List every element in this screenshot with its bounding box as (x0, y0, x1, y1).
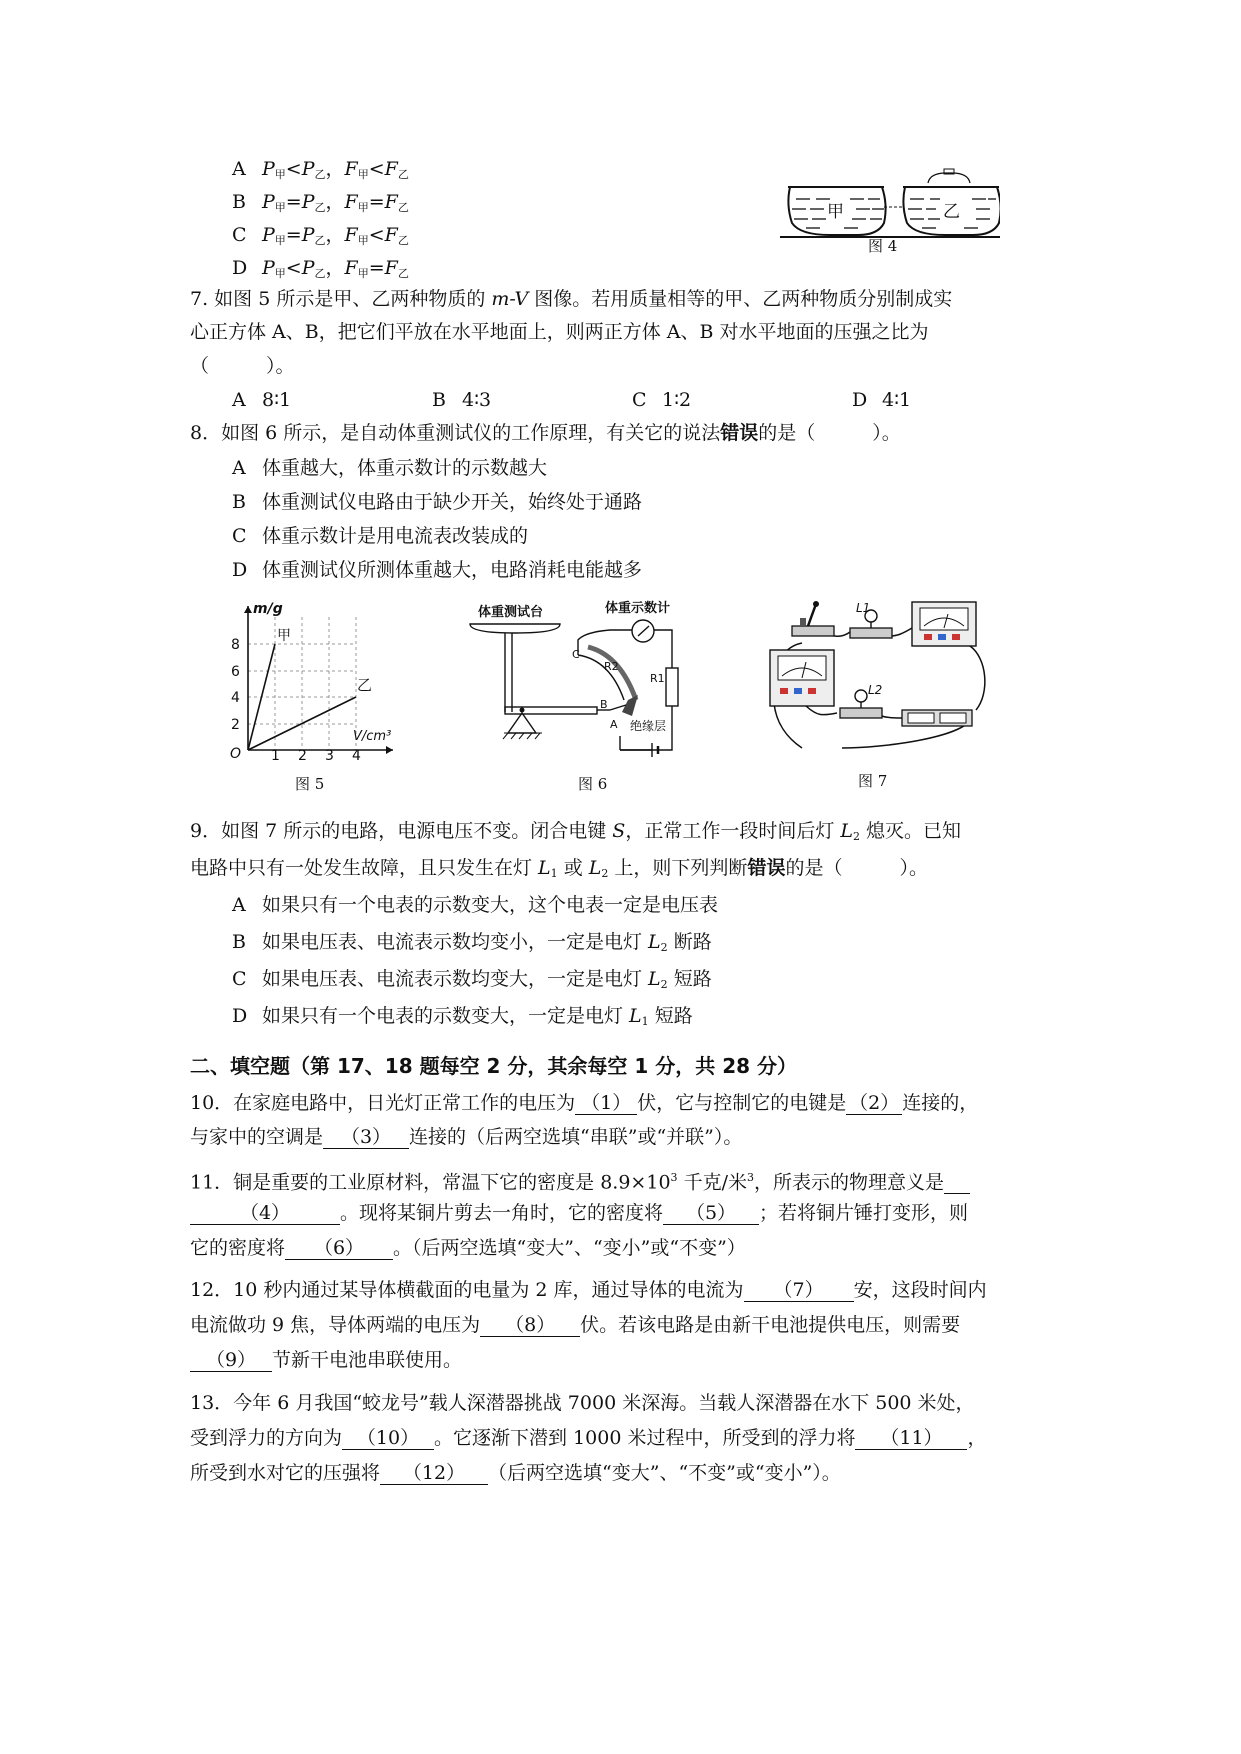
figure-7 (762, 598, 994, 758)
figure-6 (460, 600, 710, 770)
q10-line-1: 10．在家庭电路中，日光灯正常工作的电压为 （1） 伏，它与控制它的电键是 （2） 连接的， (190, 1092, 979, 1114)
q7-option-c: C 1∶2 (632, 389, 692, 411)
blank-6[interactable]: （6） (285, 1237, 393, 1260)
q9-line-1: 9．如图 7 所示的电路，电源电压不变。闭合电键 S，正常工作一段时间后灯 $L_2$ 熄灭。已知 (190, 820, 962, 843)
platform-label: 体重测试台 (478, 605, 544, 620)
y-tick-6: 6 (231, 664, 240, 680)
section-title: 二、填空题（第 17、18 题每空 2 分，其余每空 1 分，共 28 分） (190, 1054, 798, 1078)
blank-7[interactable]: （7） (744, 1279, 854, 1302)
q11-line-2: （4） 。现将某铜片剪去一角时，它的密度将 （5） ；若将铜片锤打变形，则 (190, 1200, 968, 1226)
q12-line-2: 电流做功 9 焦，导体两端的电压为 （8） 伏。若该电路是由新干电池提供电压，则需要 (190, 1314, 961, 1336)
q13-line-3: 所受到水对它的压强将 （12） （后两空选填“变大”、“不变”或“变小”）。 (190, 1462, 841, 1484)
q7-line-3: （ ）。 (190, 355, 295, 377)
q12-line-1: 12．10 秒内通过某导体横截面的电量为 2 库，通过导体的电流为 （7） 安，这段时间内 (190, 1279, 987, 1301)
x-tick-2: 2 (298, 748, 307, 760)
q13-line-2: 受到浮力的方向为 （10） 。它逐渐下潜到 1000 米过程中，所受到的浮力将 （11） ， (190, 1427, 987, 1449)
q7-option-a: A 8∶1 (232, 389, 292, 411)
blank-2[interactable]: （2） (846, 1092, 902, 1115)
meter-voltmeter (912, 602, 976, 646)
r1-label: R1 (650, 672, 665, 685)
y-tick-4: 4 (231, 690, 240, 706)
fig7-caption: 图 7 (858, 772, 888, 790)
blank-8[interactable]: （8） (480, 1314, 580, 1337)
q6-option-b: B $P_甲=P_乙$，$F_甲=F_乙$ (232, 191, 409, 214)
switch (792, 601, 834, 636)
blank-9[interactable]: （9） (190, 1349, 272, 1372)
q6-option-d: D $P_甲<P_乙$，$F_甲=F_乙$ (232, 257, 409, 280)
l2-label: L2 (868, 683, 883, 697)
y-tick-2: 2 (231, 717, 240, 733)
series-jia-label: 甲 (277, 628, 291, 644)
q6-option-c: C $P_甲=P_乙$，$F_甲<F_乙$ (232, 224, 409, 247)
resistor-r1 (666, 668, 678, 706)
fig6-caption: 图 6 (578, 775, 608, 793)
q6-option-a: A $P_甲<P_乙$，$F_甲<F_乙$ (232, 158, 409, 181)
q11-line-1: 11．铜是重要的工业原材料，常温下它的密度是 $8.9\times 10^3$ 千克/米$^3$，所表示的物理意义是 (190, 1165, 970, 1195)
q8-stem: 8．如图 6 所示，是自动体重测试仪的工作原理，有关它的说法错误的是（ ）。 (190, 422, 901, 444)
x-tick-3: 3 (325, 748, 334, 760)
b-label: B (600, 698, 608, 711)
q9-option-c: C 如果电压表、电流表示数均变大，一定是电灯 $L_2$ 短路 (232, 968, 712, 991)
q8-option-b: B 体重测试仪电路由于缺少开关，始终处于通路 (232, 491, 643, 513)
battery (902, 710, 972, 726)
meter-label: 体重示数计 (605, 601, 671, 616)
q9-option-b: B 如果电压表、电流表示数均变小，一定是电灯 $L_2$ 断路 (232, 931, 712, 954)
q8-option-d: D 体重测试仪所测体重越大，电路消耗电能越多 (232, 559, 643, 581)
q12-line-3: （9） 节新干电池串联使用。 (190, 1347, 462, 1373)
x-axis-label: V/cm³ (353, 729, 392, 744)
fig4-label-jia: 甲 (827, 202, 844, 222)
q7-line-1: 7. 如图 5 所示是甲、乙两种物质的 m-V 图像。若用质量相等的甲、乙两种物质分别制成实 (190, 288, 953, 310)
fig4-label-yi: 乙 (943, 202, 960, 222)
q9-option-a: A 如果只有一个电表的示数变大，这个电表一定是电压表 (232, 894, 719, 916)
q13-line-1: 13．今年 6 月我国“蛟龙号”载人深潜器挑战 7000 米深海。当载人深潜器在水下 500 米处， (190, 1392, 975, 1414)
blank-1[interactable]: （1） (575, 1092, 637, 1115)
q11-line-3: 它的密度将 （6） 。（后两空选填“变大”、“变小”或“不变”） (190, 1237, 746, 1259)
insulation-label: 绝缘层 (630, 719, 667, 733)
x-tick-4: 4 (352, 748, 361, 760)
q7-option-d: D 4∶1 (852, 389, 912, 411)
blank-10[interactable]: （10） (342, 1427, 434, 1450)
q8-option-a: A 体重越大，体重示数计的示数越大 (232, 457, 548, 479)
q7-option-b: B 4∶3 (432, 389, 492, 411)
q8-option-c: C 体重示数计是用电流表改装成的 (232, 525, 529, 547)
q10-line-2: 与家中的空调是 （3） 连接的（后两空选填“串联”或“并联”）。 (190, 1126, 743, 1148)
q9-option-d: D 如果只有一个电表的示数变大，一定是电灯 $L_1$ 短路 (232, 1005, 693, 1028)
blank-4[interactable]: （4） (190, 1202, 340, 1225)
series-yi-label: 乙 (357, 676, 373, 694)
fig4-caption: 图 4 (868, 237, 898, 255)
r2-label: R2 (604, 660, 619, 673)
q9-line-2: 电路中只有一处发生故障，且只发生在灯 $L_1$ 或 $L_2$ 上，则下列判断错误的是（ ）。 (190, 857, 928, 880)
y-tick-8: 8 (231, 637, 240, 653)
figure-5 (225, 600, 405, 760)
x-tick-1: 1 (271, 748, 280, 760)
q7-line-2: 心正方体 A、B，把它们平放在水平地面上，则两正方体 A、B 对水平地面的压强之比为 (190, 321, 929, 343)
l1-label: L1 (856, 601, 871, 615)
blank-11[interactable]: （11） (855, 1427, 967, 1450)
a-label: A (610, 718, 618, 731)
meter-ammeter (770, 650, 834, 706)
blank-5[interactable]: （5） (663, 1202, 759, 1225)
fig5-caption: 图 5 (295, 775, 325, 793)
blank-3[interactable]: （3） (323, 1126, 409, 1149)
y-axis-label: m/g (253, 601, 283, 617)
origin-label: O (230, 746, 242, 760)
c-label: C (572, 648, 580, 661)
series-jia-line (248, 644, 275, 750)
blank-12[interactable]: （12） (380, 1462, 488, 1485)
